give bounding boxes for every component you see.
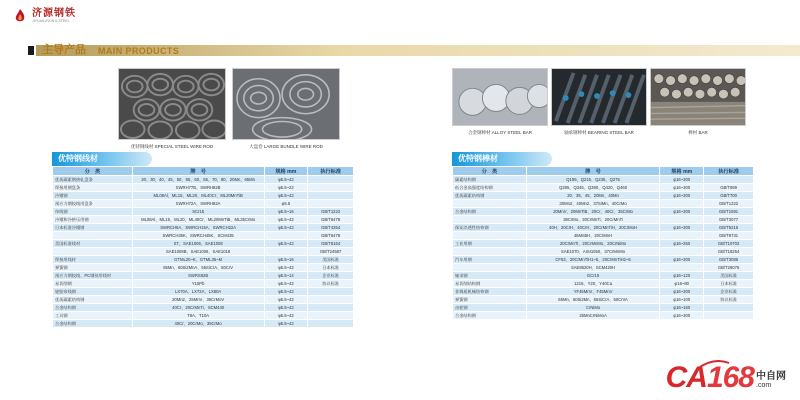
table-row <box>53 208 354 216</box>
table-header-row <box>453 167 754 176</box>
column-header: 分 类 <box>53 167 133 176</box>
grade-cell: 40H、20CrH、40CrH、20CrMnTiH、20CrMoH <box>526 224 660 232</box>
grade-cell: YF45MnV、F45MnV <box>526 288 660 296</box>
size-cell: φ16~160 <box>660 304 704 312</box>
table-row <box>453 296 754 304</box>
table-row <box>53 280 354 288</box>
category-cell: 工具钢 <box>53 312 133 320</box>
table-row <box>53 248 354 256</box>
table-row <box>53 312 354 320</box>
table-row <box>53 272 354 280</box>
size-cell: φ16~300 <box>660 208 704 216</box>
table-row <box>53 288 354 296</box>
wire-rod-caption: 优特钢线材 SPECIAL STEEL WIRE ROD <box>130 144 214 149</box>
brand-logo <box>12 8 76 24</box>
size-cell: φ5.5~16 <box>264 256 308 264</box>
category-cell: 易切削结构钢 <box>453 280 527 288</box>
standard-cell: GB/T24587 <box>308 248 354 256</box>
standard-cell <box>308 288 354 296</box>
table-row <box>453 304 754 312</box>
category-cell: 冷镦钢 <box>53 192 133 200</box>
grade-cell: ST、SAE1006、SAE1008 <box>132 240 264 248</box>
alloy-bar-photo <box>452 68 548 126</box>
size-cell: φ5.5 <box>264 200 308 208</box>
category-cell: 轮胎帘线钢 <box>53 288 133 296</box>
standard-cell: GB/T18254 <box>704 248 754 256</box>
category-cell: 碳素结构钢 <box>453 176 527 184</box>
table-row <box>453 216 754 224</box>
category-cell <box>453 264 527 272</box>
standard-cell <box>308 304 354 312</box>
grade-cell: 65Mn、60Si2Mn、55SiCrA、50CrVA <box>526 296 660 304</box>
standard-cell: GB/T1591 <box>704 208 754 216</box>
standard-cell <box>308 200 354 208</box>
size-cell: φ5.5~42 <box>264 312 308 320</box>
grade-cell: 25MnCrNiMoA <box>526 312 660 320</box>
grade-cell: 65Mn、60Si2MnA、55SiCrA、50CrV <box>132 264 264 272</box>
grade-cell: 45MnBH、20CrMnH <box>526 232 660 240</box>
table-row <box>53 200 354 208</box>
category-cell: 优质碳素结构钢 <box>453 192 527 200</box>
category-cell <box>453 216 527 224</box>
size-cell: φ5.5~42 <box>264 280 308 288</box>
size-cell: φ16~300 <box>660 256 704 264</box>
grade-cell: GCr15 <box>526 272 660 280</box>
grade-cell: GTML20~K、GTML35~M <box>132 256 264 264</box>
category-cell: 焊接用线材 <box>53 256 133 264</box>
table-row <box>453 200 754 208</box>
title-square-icon <box>28 46 34 55</box>
watermark-ca: CA <box>665 361 707 394</box>
column-header: 规格 mm <box>660 167 704 176</box>
table-row <box>453 256 754 264</box>
bearing-bar-caption: 轴承钢棒材 BEARING STEEL BAR <box>564 130 634 135</box>
category-cell: 保证淬透性结构钢 <box>453 224 527 232</box>
table-row <box>53 296 354 304</box>
category-cell <box>453 200 527 208</box>
category-cell: 非调质机械结构钢 <box>453 288 527 296</box>
standard-cell <box>308 296 354 304</box>
grade-cell: SWRS82B <box>132 272 264 280</box>
category-cell <box>453 232 527 240</box>
category-cell: 弹簧钢 <box>453 296 527 304</box>
category-cell: 预应力钢绞线、PC钢丝用线材 <box>53 272 133 280</box>
swoosh-icon <box>696 360 730 370</box>
grade-cell: CrNiMo <box>526 304 660 312</box>
size-cell <box>264 248 308 256</box>
table-row <box>53 224 354 232</box>
table-row <box>453 312 754 320</box>
bar-section-title: 优特钢棒材 <box>452 152 552 166</box>
wire-rod-photo <box>118 68 226 140</box>
size-cell: φ16~300 <box>660 288 704 296</box>
table-row <box>453 192 754 200</box>
size-cell: φ16~300 <box>660 184 704 192</box>
standard-cell: 企业标准 <box>308 272 354 280</box>
table-row <box>453 272 754 280</box>
standard-cell: 美国标准 <box>704 272 754 280</box>
ca168-watermark <box>665 361 786 394</box>
bar-products-table <box>452 166 754 320</box>
size-cell: φ5.5~42 <box>264 288 308 296</box>
size-cell: φ16~300 <box>660 192 704 200</box>
grade-cell: 30Mn2、40Mn2、37SiMn、40CrMo <box>526 200 660 208</box>
standard-cell: GB/T10702 <box>704 240 754 248</box>
grade-cell: 40Cr、20CrMo、35CrMo <box>132 320 264 328</box>
size-cell <box>660 248 704 256</box>
grade-cell: 40Cr、20CrMnTi、SCM440 <box>132 304 264 312</box>
size-cell: φ5.5~42 <box>264 192 308 200</box>
table-row <box>53 240 354 248</box>
grade-cell: Q295、Q345、Q390、Q420、Q460 <box>526 184 660 192</box>
size-cell: φ5.5~42 <box>264 296 308 304</box>
category-cell: 低合金高强度结构钢 <box>453 184 527 192</box>
table-row <box>453 248 754 256</box>
column-header: 规格 mm <box>264 167 308 176</box>
grade-cell: SAE1070、AISI1050、37CrMnMo <box>526 248 660 256</box>
page-title-cn: 主导产品 <box>42 44 86 56</box>
category-cell: 合金结构钢 <box>453 312 527 320</box>
grade-cell: SWRCH6A、SWRCH15A、SWRCH22A <box>132 224 264 232</box>
table-row <box>53 264 354 272</box>
grade-cell: SCr15 <box>132 208 264 216</box>
grade-cell: ML08Al、ML15、ML20、ML40Cr、ML20MnTiB、ML35CrMo <box>132 216 264 224</box>
size-cell <box>660 216 704 224</box>
category-cell: 汽车用钢 <box>453 256 527 264</box>
standard-cell <box>308 176 354 184</box>
standard-cell: GB/T5216 <box>704 224 754 232</box>
category-cell: 合金结构钢 <box>53 320 133 328</box>
size-cell: φ5.5~42 <box>264 304 308 312</box>
category-cell <box>53 232 133 240</box>
standard-cell <box>308 320 354 328</box>
category-cell: 合金结构钢 <box>53 304 133 312</box>
table-row <box>53 176 354 184</box>
category-cell: 合金结构钢 <box>453 208 527 216</box>
grade-cell: ML08Al、ML15、ML20、ML40Cr、ML20MnTiB <box>132 192 264 200</box>
standard-cell: GB/T700 <box>704 192 754 200</box>
size-cell: φ16~250 <box>660 240 704 248</box>
size-cell: φ16~120 <box>660 272 704 280</box>
standard-cell: 日本标准 <box>308 264 354 272</box>
standard-cell: GB/T6478 <box>308 216 354 224</box>
table-row <box>53 184 354 192</box>
table-row <box>453 232 754 240</box>
category-cell <box>53 248 133 256</box>
grade-cell: SWRH77B、SWRH82B <box>132 184 264 192</box>
standard-cell: GB/T8731 <box>704 232 754 240</box>
standard-cell: GB/T3086 <box>704 256 754 264</box>
category-cell: 齿轮钢 <box>453 304 527 312</box>
size-cell: φ5.5~22 <box>264 184 308 192</box>
grade-cell: Y15Pb <box>132 280 264 288</box>
grade-cell: LX70A、LX72A、LX80A <box>132 288 264 296</box>
standard-cell: GB/T1222 <box>308 208 354 216</box>
large-bundle-caption: 大盘卷 LARGE BUNDLE WIRE ROD <box>249 144 323 149</box>
grade-cell: SWRH72A、SWRH82A <box>132 200 264 208</box>
size-cell <box>264 232 308 240</box>
table-row <box>453 224 754 232</box>
size-cell: φ5.5~42 <box>264 176 308 184</box>
watermark-com: .com <box>756 382 772 389</box>
column-header: 牌 号 <box>132 167 264 176</box>
watermark-cn: 中自网 <box>756 371 786 382</box>
standard-cell: GB/T26075 <box>704 264 754 272</box>
standard-cell <box>308 312 354 320</box>
grade-cell: 20、30、40、45、50、55、60、65、70、80、20Mn、65Mn <box>132 176 264 184</box>
standard-cell <box>704 312 754 320</box>
grade-cell: SWRCH35K、SWRCH45K、SCM435 <box>132 232 264 240</box>
table-header-row <box>53 167 354 176</box>
standard-cell: GB/T699 <box>704 184 754 192</box>
column-header: 执行标准 <box>308 167 354 176</box>
size-cell: φ5.5~42 <box>264 216 308 224</box>
table-row <box>453 264 754 272</box>
category-cell: 预应力钢绞线用盘条 <box>53 200 133 208</box>
standard-cell: 日本标准 <box>704 280 754 288</box>
category-cell: 帘线钢 <box>53 208 133 216</box>
size-cell <box>660 264 704 272</box>
category-cell: 冷镦和冷挤压用钢 <box>53 216 133 224</box>
grade-cell: 20、35、45、20Mn、40Mn <box>526 192 660 200</box>
size-cell: φ5.5~14 <box>264 272 308 280</box>
category-cell: 轴承钢 <box>453 272 527 280</box>
bearing-bar-photo <box>551 68 647 126</box>
standard-cell: GB/T4354 <box>308 224 354 232</box>
size-cell: φ5.5~42 <box>264 240 308 248</box>
table-row <box>53 232 354 240</box>
page-title-en: MAIN PRODUCTS <box>98 46 180 56</box>
table-row <box>53 320 354 328</box>
size-cell: φ16~300 <box>660 312 704 320</box>
table-row <box>453 240 754 248</box>
size-cell <box>660 232 704 240</box>
category-cell: 弹簧钢 <box>53 264 133 272</box>
table-row <box>453 176 754 184</box>
category-cell: 优质碳素结构钢 <box>53 296 133 304</box>
table-row <box>53 216 354 224</box>
standard-cell: 企业标准 <box>704 288 754 296</box>
table-row <box>453 184 754 192</box>
standard-cell <box>704 176 754 184</box>
category-cell: 美国标准线材 <box>53 240 133 248</box>
table-row <box>453 208 754 216</box>
grade-cell: SAE1008B、SAE1006、SAE1018 <box>132 248 264 256</box>
size-cell: φ16~100 <box>660 296 704 304</box>
table-row <box>453 288 754 296</box>
standard-cell <box>308 184 354 192</box>
table-row <box>53 304 354 312</box>
category-cell: 工业用钢 <box>453 240 527 248</box>
grade-cell: 20MnV、20MnTiB、20Cr、40Cr、35CrMo <box>526 208 660 216</box>
standard-cell: GB/T3077 <box>704 216 754 224</box>
size-cell <box>660 200 704 208</box>
large-bundle-photo <box>232 68 340 140</box>
column-header: 分 类 <box>453 167 527 176</box>
size-cell: φ5.5~42 <box>264 320 308 328</box>
category-cell: 优质碳素钢热轧盘条 <box>53 176 133 184</box>
brand-name-en: JIYUAN IRON & STEEL <box>32 18 70 23</box>
grade-cell: SAE8620H、SCM420H <box>526 264 660 272</box>
size-cell: φ5.5~42 <box>264 224 308 232</box>
standard-cell <box>308 192 354 200</box>
grade-cell: 1215、Y20、Y40Ca <box>526 280 660 288</box>
wire-products-table <box>52 166 354 328</box>
category-cell: 焊接用钢盘条 <box>53 184 133 192</box>
size-cell: φ16~80 <box>660 280 704 288</box>
category-cell <box>453 248 527 256</box>
standard-cell: GB/T8164 <box>308 240 354 248</box>
grade-cell: CF53、20CrMnTiH1~5、20CrMnTiH2~5 <box>526 256 660 264</box>
brand-name-cn: 济源钢铁 <box>32 7 76 19</box>
size-cell: φ5.5~42 <box>264 264 308 272</box>
table-row <box>53 192 354 200</box>
watermark-168: 168 <box>706 361 754 394</box>
category-cell: 日本标准冷镦钢 <box>53 224 133 232</box>
table-row <box>53 256 354 264</box>
bar-caption: 棒材 BAR <box>688 130 708 135</box>
bar-photo <box>650 68 746 126</box>
standard-cell <box>704 304 754 312</box>
alloy-bar-caption: 合金钢棒材 ALLOY STEEL BAR <box>467 130 533 135</box>
size-cell: φ16~300 <box>660 224 704 232</box>
size-cell: φ5.5~16 <box>264 208 308 216</box>
grade-cell: T8A、T10A <box>132 312 264 320</box>
grade-cell: 38CrMo、30CrMnTi、20CrMnTi <box>526 216 660 224</box>
column-header: 执行标准 <box>704 167 754 176</box>
size-cell: φ16~300 <box>660 176 704 184</box>
flame-logo-icon <box>12 8 28 24</box>
table-row <box>453 280 754 288</box>
grade-cell: 20CrMnTi、20CrMnMo、20CrNiMo <box>526 240 660 248</box>
standard-cell: GB/T6478 <box>308 232 354 240</box>
grade-cell: Q195、Q215、Q235、Q275 <box>526 176 660 184</box>
standard-cell: 协议标准 <box>704 296 754 304</box>
wire-section-title: 优特钢线材 <box>52 152 152 166</box>
standard-cell: GB/T1222 <box>704 200 754 208</box>
category-cell: 易切削钢 <box>53 280 133 288</box>
grade-cell: 20Mn2、25MnV、35CrMoV <box>132 296 264 304</box>
column-header: 牌 号 <box>526 167 660 176</box>
standard-cell: 协议标准 <box>308 280 354 288</box>
standard-cell: 美国标准 <box>308 256 354 264</box>
